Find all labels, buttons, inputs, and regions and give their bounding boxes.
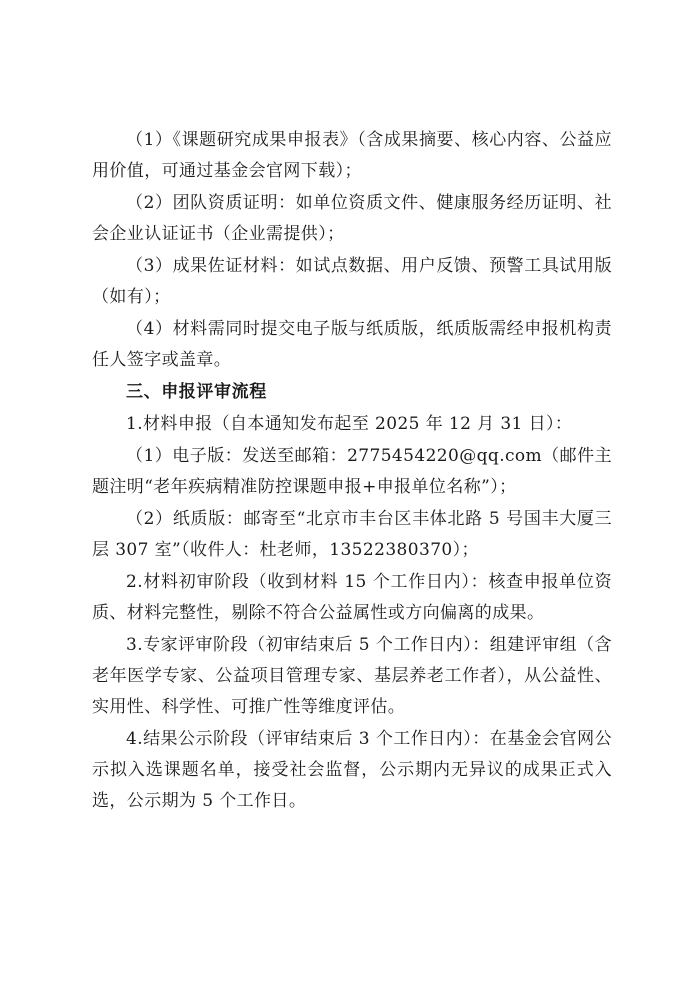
process-step-4: 4.结果公示阶段（评审结束后 3 个工作日内）：在基金会官网公示拟入选课题名单，接受社会监督，公示期内无异议的成果正式入选，公示期为 5 个工作日。 [92, 729, 612, 811]
requirement-item-4: （4）材料需同时提交电子版与纸质版，纸质版需经申报机构责任人签字或盖章。 [92, 319, 612, 370]
process-step-2: 2.材料初审阶段（收到材料 15 个工作日内）：核查申报单位资质、材料完整性，剔除不符合公益属性或方向偏离的成果。 [92, 572, 612, 623]
section-heading: 三、申报评审流程 [126, 382, 267, 402]
process-step-1: 1.材料申报（自本通知发布起至 2025 年 12 月 31 日）： [126, 414, 573, 434]
document-body [92, 125, 612, 818]
requirement-item-1: （1）《课题研究成果申报表》（含成果摘要、核心内容、公益应用价值，可通过基金会官网下载）； [92, 130, 612, 181]
requirement-item-2: （2）团队资质证明：如单位资质文件、健康服务经历证明、社会企业认证证书（企业需提供）； [92, 193, 612, 244]
process-step-1-paper: （2）纸质版：邮寄至“北京市丰台区丰体北路 5 号国丰大厦三层 307 室”（收件人：杜老师，13522380370）； [92, 509, 612, 560]
process-step-1-electronic: （1）电子版：发送至邮箱：2775454220@qq.com（邮件主题注明“老年疾病精准防控课题申报+申报单位名称”）； [92, 446, 612, 497]
requirement-item-3: （3）成果佐证材料：如试点数据、用户反馈、预警工具试用版（如有）； [92, 256, 612, 307]
process-step-3: 3.专家评审阶段（初审结束后 5 个工作日内）：组建评审组（含老年医学专家、公益项目管理专家、基层养老工作者），从公益性、实用性、科学性、可推广性等维度评估。 [92, 635, 612, 717]
